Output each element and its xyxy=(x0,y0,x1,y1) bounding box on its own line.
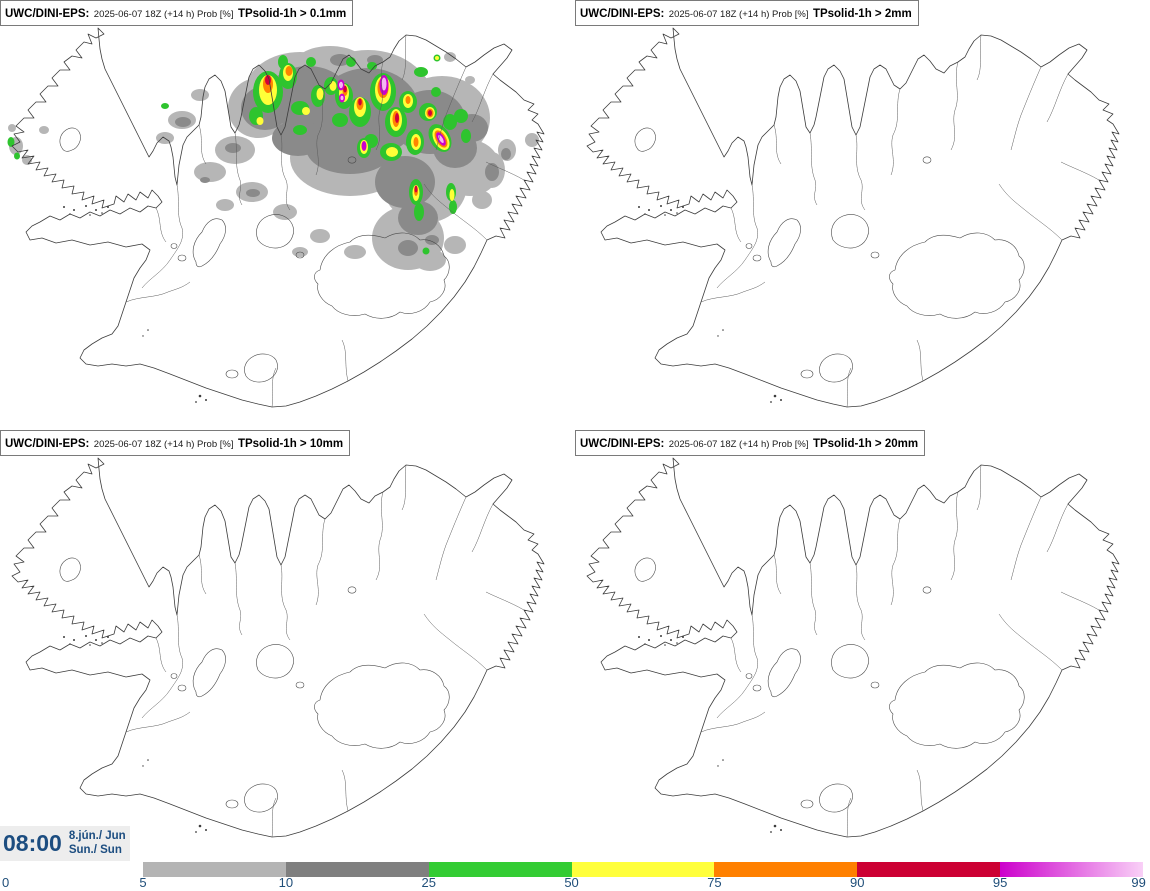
panel-prob-0.1mm xyxy=(0,0,575,430)
threshold-label: TPsolid-1h > 2mm xyxy=(812,8,912,20)
colorbar-tick: 0 xyxy=(2,875,10,890)
panel-title xyxy=(575,430,925,456)
probability-overlay xyxy=(8,46,540,271)
colorbar-tick: 5 xyxy=(139,875,147,890)
valid-date xyxy=(69,830,126,858)
colorbar-tick: 99 xyxy=(1131,875,1146,890)
colorbar-tick: 90 xyxy=(850,875,865,890)
panel-prob-10mm xyxy=(0,430,575,860)
model-label: UWC/DINI-EPS: xyxy=(5,8,90,20)
iceland-map xyxy=(575,430,1150,860)
iceland-map xyxy=(0,0,575,430)
model-label: UWC/DINI-EPS: xyxy=(5,438,90,450)
panel-prob-2mm xyxy=(575,0,1150,430)
colorbar-ticks xyxy=(0,875,1150,891)
colorbar-tick: 10 xyxy=(278,875,294,890)
valid-date-line1: 8.jún./ Jun xyxy=(68,829,126,842)
panel-title xyxy=(575,0,919,26)
valid-date-line2: Sun./ Sun xyxy=(68,843,122,856)
colorbar-tick: 95 xyxy=(992,875,1008,890)
colorbar-tick: 75 xyxy=(707,875,722,890)
threshold-label: TPsolid-1h > 0.1mm xyxy=(237,8,347,20)
iceland-map xyxy=(575,0,1150,430)
run-meta: 2025-06-07 18Z (+14 h) Prob [%] xyxy=(93,439,234,450)
run-meta: 2025-06-07 18Z (+14 h) Prob [%] xyxy=(668,439,809,450)
valid-time: 08:00 xyxy=(3,830,62,856)
colorbar-tick: 50 xyxy=(564,875,579,890)
model-label: UWC/DINI-EPS: xyxy=(580,438,665,450)
model-label: UWC/DINI-EPS: xyxy=(580,8,665,20)
panel-title xyxy=(0,0,353,26)
threshold-label: TPsolid-1h > 20mm xyxy=(812,438,919,450)
valid-time-box xyxy=(0,826,130,861)
run-meta: 2025-06-07 18Z (+14 h) Prob [%] xyxy=(93,9,234,20)
iceland-map xyxy=(0,430,575,860)
panel-prob-20mm xyxy=(575,430,1150,860)
run-meta: 2025-06-07 18Z (+14 h) Prob [%] xyxy=(668,9,809,20)
threshold-label: TPsolid-1h > 10mm xyxy=(237,438,344,450)
colorbar-tick: 25 xyxy=(421,875,436,890)
panel-title xyxy=(0,430,350,456)
